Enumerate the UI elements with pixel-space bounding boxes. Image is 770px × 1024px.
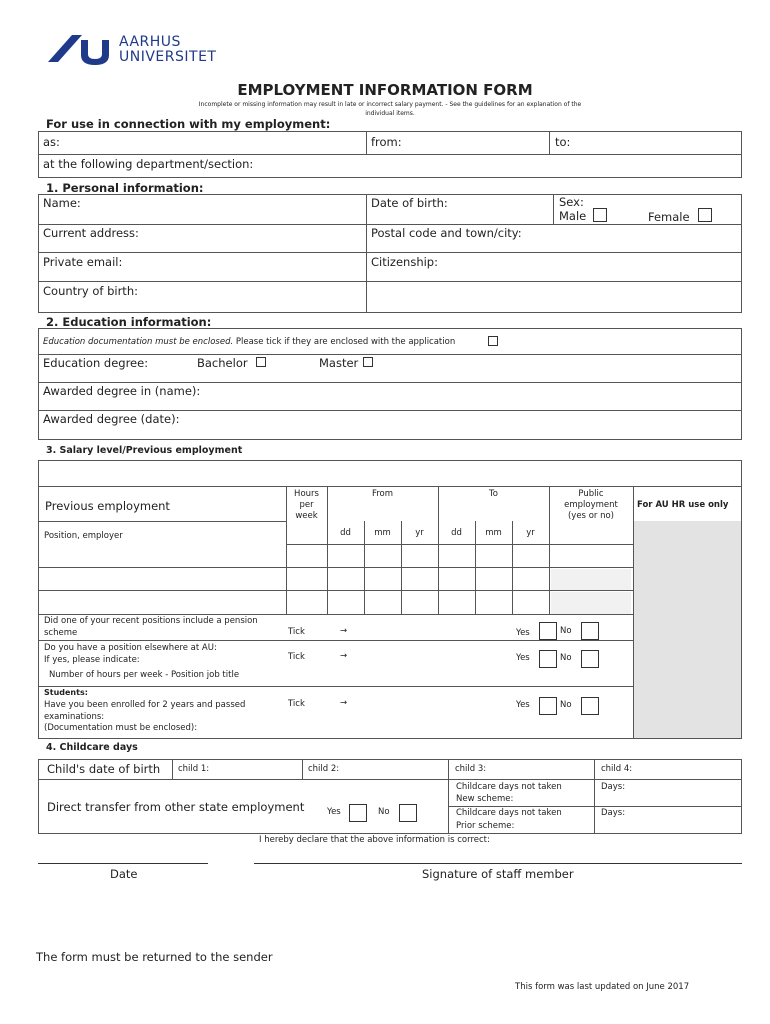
logo-text-line2: UNIVERSITET xyxy=(119,49,217,65)
date-signature-line[interactable] xyxy=(38,863,208,864)
from-date-header: From xyxy=(371,489,394,499)
education-enclosed-checkbox[interactable] xyxy=(488,336,498,346)
direct-transfer-yes-label: Yes xyxy=(327,807,341,817)
pension-question-line1: Did one of your recent positions include a pension xyxy=(44,616,258,626)
staff-signature-caption: Signature of staff member xyxy=(422,867,574,881)
bachelor-label: Bachelor xyxy=(197,356,248,370)
students-heading: Students: xyxy=(44,688,88,697)
date-col-dd-from: dd xyxy=(340,528,351,538)
declaration-text: I hereby declare that the above information is correct: xyxy=(259,835,490,845)
elsewhere-yes-checkbox[interactable] xyxy=(539,650,557,668)
education-degree-label: Education degree: xyxy=(43,356,149,370)
last-updated-note: This form was last updated on June 2017 xyxy=(515,982,690,992)
date-col-yr-to: yr xyxy=(526,528,535,538)
date-col-dd-to: dd xyxy=(451,528,462,538)
to-date-header: To xyxy=(489,489,498,499)
employment-heading: For use in connection with my employment: xyxy=(46,117,331,131)
prior-scheme-line1: Childcare days not taken xyxy=(456,808,562,818)
bachelor-checkbox[interactable] xyxy=(256,357,266,367)
name-label[interactable]: Name: xyxy=(43,196,81,210)
public-employment-line3: (yes or no) xyxy=(567,511,614,521)
logo-mark-icon xyxy=(45,32,115,68)
students-question-line1: Have you been enrolled for 2 years and passed xyxy=(44,700,246,710)
childcare-heading: 4. Childcare days xyxy=(46,742,138,753)
prior-scheme-days-label[interactable]: Days: xyxy=(601,808,626,818)
child-dob-label: Child's date of birth xyxy=(47,762,161,776)
child2-label[interactable]: child 2: xyxy=(308,764,340,774)
students-yes-checkbox[interactable] xyxy=(539,697,557,715)
previous-employment-label: Previous employment xyxy=(45,499,170,513)
pension-yes-checkbox[interactable] xyxy=(539,622,557,640)
return-note: The form must be returned to the sender xyxy=(36,950,273,964)
students-no-label: No xyxy=(560,700,572,710)
university-logo xyxy=(45,32,215,68)
male-label: Male xyxy=(559,209,587,223)
position-employer-label: Position, employer xyxy=(44,531,123,541)
personal-heading: 1. Personal information: xyxy=(46,181,204,195)
postal-label[interactable]: Postal code and town/city: xyxy=(371,226,522,240)
address-label[interactable]: Current address: xyxy=(43,226,139,240)
elsewhere-question-line2: If yes, please indicate: xyxy=(44,655,140,665)
dob-label[interactable]: Date of birth: xyxy=(371,196,448,210)
citizenship-label[interactable]: Citizenship: xyxy=(371,255,438,269)
new-scheme-line2: New scheme: xyxy=(456,794,514,804)
hr-use-only-label: For AU HR use only xyxy=(637,500,729,510)
students-no-checkbox[interactable] xyxy=(581,697,599,715)
child4-label[interactable]: child 4: xyxy=(601,764,633,774)
form-subtitle-line2: individual items. xyxy=(365,110,415,117)
salary-heading: 3. Salary level/Previous employment xyxy=(46,445,243,456)
child1-label[interactable]: child 1: xyxy=(178,764,210,774)
staff-signature-line[interactable] xyxy=(254,863,742,864)
hours-position-label[interactable]: Number of hours per week - Position job title xyxy=(49,670,240,680)
hours-per-week-line2: per xyxy=(299,500,314,510)
pension-no-label: No xyxy=(560,626,572,636)
date-col-yr-from: yr xyxy=(415,528,424,538)
public-employment-line2: employment xyxy=(564,500,618,510)
employment-as-label[interactable]: as: xyxy=(43,135,60,149)
email-label[interactable]: Private email: xyxy=(43,255,123,269)
hours-per-week-line1: Hours xyxy=(294,489,319,499)
education-heading: 2. Education information: xyxy=(46,315,212,329)
female-label: Female xyxy=(648,210,690,224)
male-checkbox[interactable] xyxy=(593,208,607,222)
elsewhere-no-label: No xyxy=(560,653,572,663)
date-col-mm-to: mm xyxy=(485,528,502,538)
date-col-mm-from: mm xyxy=(374,528,391,538)
awarded-degree-name-label[interactable]: Awarded degree in (name): xyxy=(43,384,201,398)
department-label[interactable]: at the following department/section: xyxy=(43,157,254,171)
students-question-line2: examinations: xyxy=(44,712,105,722)
form-subtitle-line1: Incomplete or missing information may result in late or incorrect salary payment. - See the guidelines for an explanation of the xyxy=(198,101,582,108)
master-checkbox[interactable] xyxy=(363,357,373,367)
elsewhere-question-line1: Do you have a position elsewhere at AU: xyxy=(44,643,217,653)
pension-arrow: → xyxy=(340,626,348,636)
elsewhere-tick-label: Tick xyxy=(288,652,305,662)
students-arrow: → xyxy=(340,698,348,708)
female-checkbox[interactable] xyxy=(698,208,712,222)
new-scheme-line1: Childcare days not taken xyxy=(456,782,562,792)
students-question-line3: (Documentation must be enclosed): xyxy=(44,723,198,733)
elsewhere-no-checkbox[interactable] xyxy=(581,650,599,668)
prior-scheme-line2: Prior scheme: xyxy=(456,821,515,831)
elsewhere-yes-label: Yes xyxy=(516,653,530,663)
sex-label: Sex: xyxy=(559,195,584,209)
logo-text-line1: AARHUS xyxy=(119,34,181,50)
pension-tick-label: Tick xyxy=(288,627,305,637)
education-doc-note xyxy=(43,337,455,347)
master-label: Master xyxy=(319,356,359,370)
direct-transfer-yes-checkbox[interactable] xyxy=(349,804,367,822)
new-scheme-days-label[interactable]: Days: xyxy=(601,782,626,792)
public-employment-line1: Public xyxy=(578,489,604,499)
pension-no-checkbox[interactable] xyxy=(581,622,599,640)
form-title: EMPLOYMENT INFORMATION FORM xyxy=(237,81,533,99)
hours-per-week-line3: week xyxy=(295,511,318,521)
pension-yes-label: Yes xyxy=(516,628,530,638)
date-caption: Date xyxy=(110,867,138,881)
students-tick-label: Tick xyxy=(288,699,305,709)
awarded-degree-date-label[interactable]: Awarded degree (date): xyxy=(43,412,180,426)
employment-from-label[interactable]: from: xyxy=(371,135,402,149)
direct-transfer-label: Direct transfer from other state employment xyxy=(47,800,305,814)
students-yes-label: Yes xyxy=(516,700,530,710)
pension-question-line2: scheme xyxy=(44,628,78,638)
employment-to-label[interactable]: to: xyxy=(555,135,571,149)
education-doc-note-rest: Please tick if they are enclosed with the application xyxy=(233,337,456,347)
child3-label[interactable]: child 3: xyxy=(455,764,487,774)
direct-transfer-no-label: No xyxy=(378,807,390,817)
elsewhere-arrow: → xyxy=(340,651,348,661)
education-doc-note-italic: Education documentation must be enclosed. xyxy=(43,337,234,347)
direct-transfer-no-checkbox[interactable] xyxy=(399,804,417,822)
country-of-birth-label[interactable]: Country of birth: xyxy=(43,284,138,298)
